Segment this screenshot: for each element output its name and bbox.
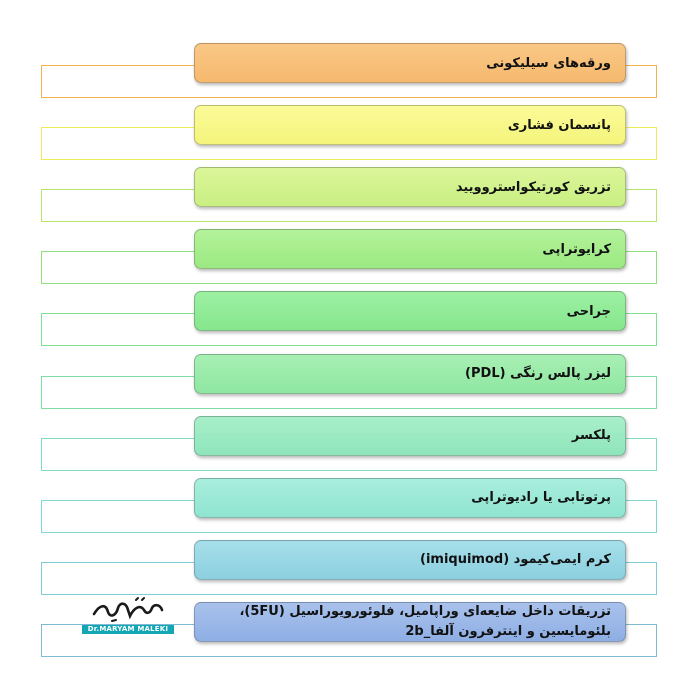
list-item — [0, 105, 700, 167]
item-label: پانسمان فشاری — [507, 117, 611, 133]
item-label: کرایوتراپی — [542, 241, 611, 257]
item-box — [194, 416, 626, 456]
item-box — [194, 43, 626, 83]
list-item — [0, 43, 700, 105]
item-box — [194, 602, 626, 642]
item-label: جراحی — [566, 303, 611, 319]
item-label: پلکسر — [571, 428, 611, 444]
item-box — [194, 229, 626, 269]
list-item — [0, 540, 700, 602]
logo-band-text: Dr.MARYAM MALEKI — [82, 625, 174, 634]
list-item — [0, 167, 700, 229]
list-item — [0, 229, 700, 291]
item-box — [194, 105, 626, 145]
item-box — [194, 540, 626, 580]
item-box — [194, 167, 626, 207]
list-item — [0, 478, 700, 540]
list-item — [0, 354, 700, 416]
item-box — [194, 291, 626, 331]
item-label: پرتوتابی یا رادیوتراپی — [471, 490, 611, 506]
item-box — [194, 478, 626, 518]
item-label: کرم ایمی‌کیمود (imiquimod) — [420, 552, 611, 568]
logo-script-icon — [90, 596, 166, 624]
item-box — [194, 354, 626, 394]
item-label: ورقه‌های سیلیکونی — [486, 55, 611, 71]
item-label: تزریقات داخل ضایعه‌ای وراپامیل، فلوئورویوراسیل (5FU)، بلئومایسین و اینترفرون آلفا_2b — [239, 603, 611, 639]
item-label: تزریق کورتیکواستروویید — [455, 179, 611, 195]
item-label: لیزر پالس رنگی (PDL) — [465, 366, 611, 381]
list-item — [0, 416, 700, 478]
logo — [82, 596, 174, 636]
list-item — [0, 291, 700, 353]
